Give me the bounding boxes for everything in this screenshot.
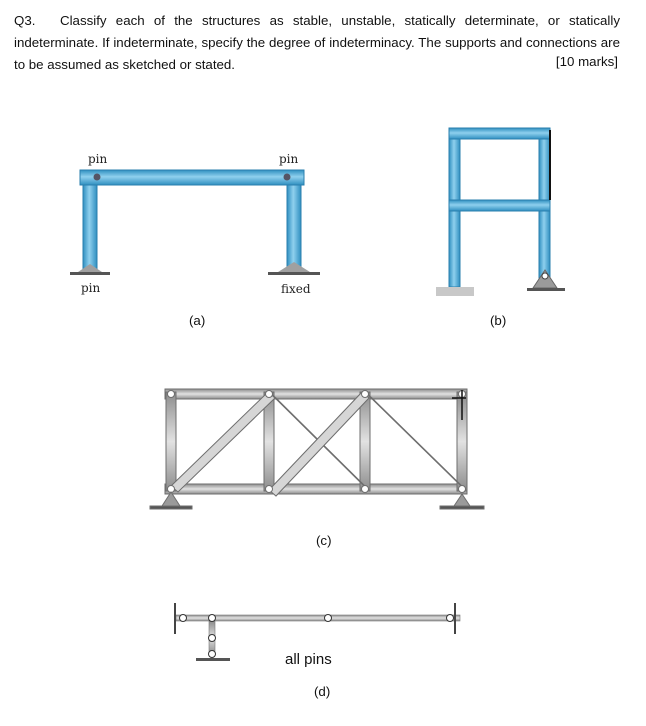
question-body: Classify each of the structures as stable, unstable, statically determinate, or statically indeterminate. If indeterminate, specify the degree of indeterminacy. The supports and connections are to be assumed as sketched or stated. — [14, 13, 620, 72]
figure-c-joint — [362, 391, 369, 398]
figure-c-diagonal-3 — [269, 392, 369, 496]
figure-c-vertical-1 — [166, 392, 176, 491]
figure-b-middle-beam — [449, 200, 550, 211]
figure-b-pin — [542, 273, 548, 279]
figure-a-ground-right — [268, 272, 320, 275]
figure-a-pin-support-left — [78, 264, 102, 272]
figure-a-frame — [70, 170, 320, 275]
figure-a-beam — [80, 170, 304, 185]
question-marks: [10 marks] — [555, 54, 618, 69]
figure-d-ground — [196, 658, 230, 661]
figure-a-pin-right-top — [284, 174, 291, 181]
figure-d-pin — [209, 651, 216, 658]
figure-d-pin — [325, 615, 332, 622]
figure-c-ground-right — [440, 506, 484, 509]
figure-a-ground-left — [70, 272, 110, 275]
figure-a-fixed-support-right — [278, 262, 310, 272]
figure-b-fixed-ground — [436, 287, 474, 296]
figure-c-diagonal-4 — [365, 392, 466, 490]
figure-d-pin — [447, 615, 454, 622]
figure-a-label-pin-left-base: pin — [81, 281, 101, 295]
figure-a-right-column — [287, 172, 301, 272]
figure-a-caption: (a) — [189, 313, 206, 328]
figure-c-vertical-3 — [360, 392, 370, 491]
figure-a-pin-left-top — [94, 174, 101, 181]
figure-a-left-column — [83, 172, 97, 272]
figure-a-label-fixed-right-base: fixed — [281, 282, 311, 296]
figure-c-caption: (c) — [316, 533, 332, 548]
figure-c-support-right — [454, 494, 470, 506]
figure-c-joint — [362, 486, 369, 493]
figure-d-caption: (d) — [314, 684, 331, 699]
figure-b-ground-right — [527, 288, 565, 291]
figure-c-joint — [459, 486, 466, 493]
figure-d-pin — [209, 615, 216, 622]
figure-c-ground-left — [150, 506, 192, 509]
figure-a-label-pin-right-top: pin — [279, 152, 299, 166]
figure-c-top-chord — [165, 389, 467, 399]
figure-c-diagonal-1 — [171, 392, 275, 492]
figure-d-pin — [180, 615, 187, 622]
figure-a-label-pin-left-top: pin — [88, 152, 108, 166]
figure-c-joint — [266, 391, 273, 398]
figure-c-truss — [150, 389, 484, 509]
figure-c-joint — [266, 486, 273, 493]
figure-d-horizontal-beam — [176, 615, 460, 621]
figure-c-joint — [168, 391, 175, 398]
figure-b-top-beam — [449, 128, 550, 139]
figure-c-bottom-chord — [165, 484, 467, 494]
figure-d-note: all pins — [285, 651, 332, 668]
question-number: Q3. — [14, 13, 36, 28]
figure-b-caption: (b) — [490, 313, 507, 328]
figure-b-frame — [436, 128, 565, 296]
figure-d-pin — [209, 635, 216, 642]
